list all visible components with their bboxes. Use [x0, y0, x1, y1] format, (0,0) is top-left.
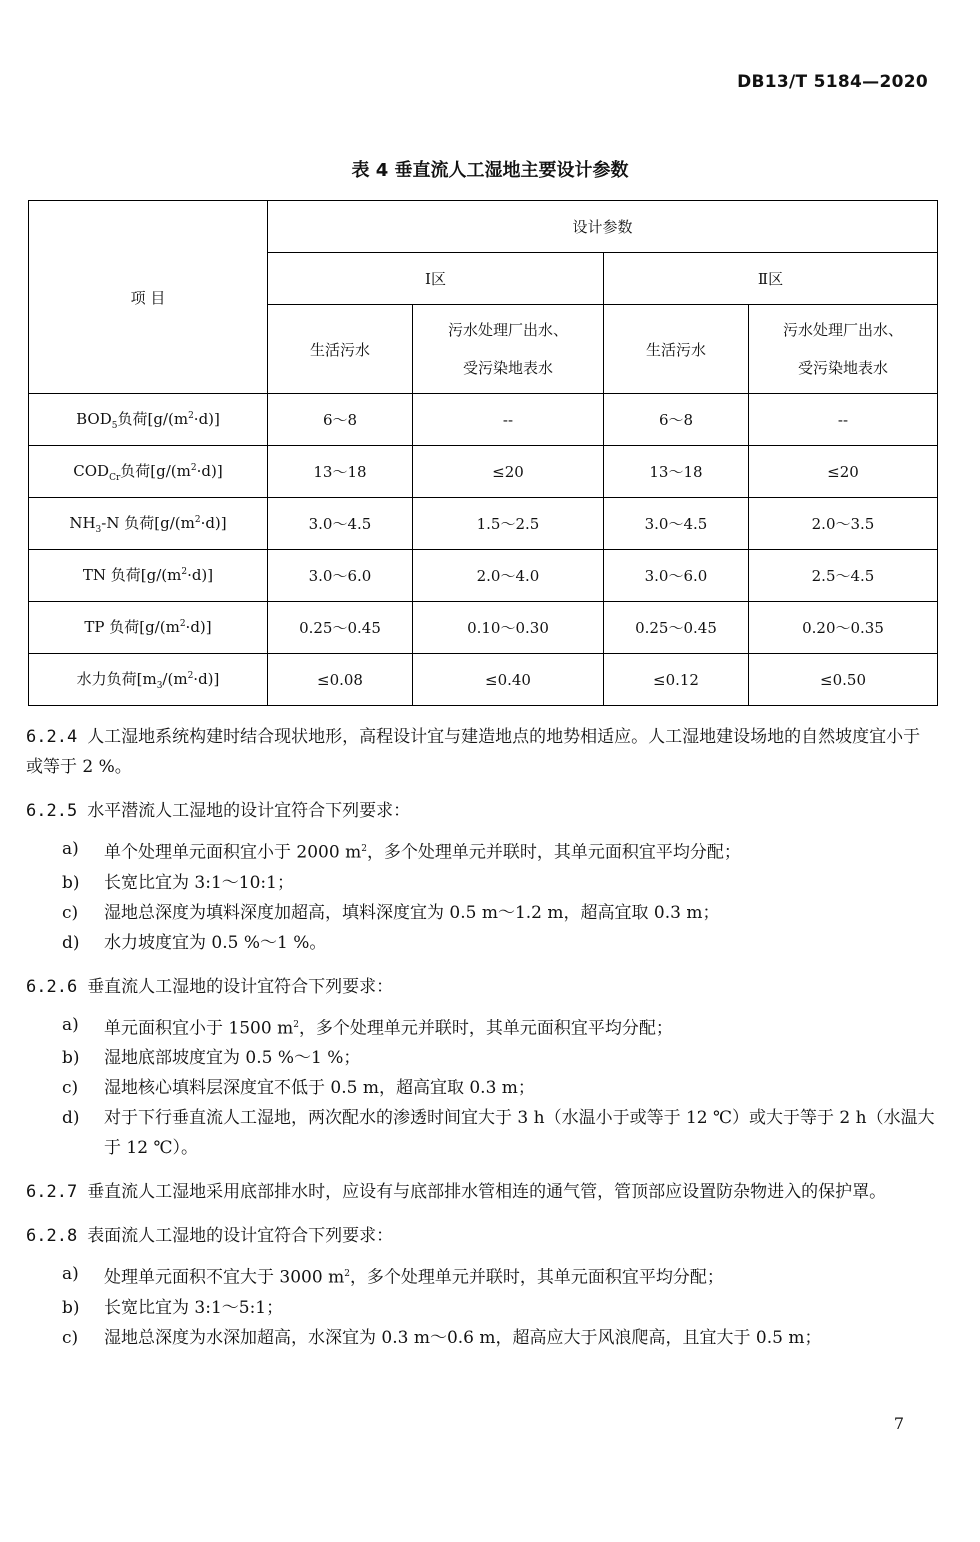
table-cell: -- [749, 394, 938, 446]
table-cell: ≤20 [749, 446, 938, 498]
list-item [62, 1103, 936, 1163]
row-label-text: 负荷[g/(m [117, 410, 189, 428]
list-label: b) [62, 1297, 80, 1318]
section-6-2-5 [26, 796, 936, 826]
table-cell: 13～18 [267, 446, 412, 498]
col-plant-effluent-zone1-line1: 污水处理厂出水、 [447, 321, 568, 339]
list-text: 湿地总深度为水深加超高，水深宜为 0.3 m～0.6 m，超高应大于风浪爬高，且宜大于 0.5 m； [104, 1327, 822, 1348]
table-cell: -- [413, 394, 604, 446]
list-text [104, 834, 936, 868]
section-text: 人工湿地系统构建时结合现状地形，高程设计宜与建造地点的地势相适应。人工湿地建设场地的自然坡度宜小于或等于 2 %。 [26, 727, 921, 777]
list-label: b) [62, 872, 80, 893]
list-item [62, 1073, 936, 1103]
table-cell: 3.0～4.5 [603, 498, 748, 550]
table-cell: 2.0～4.0 [413, 550, 604, 602]
list-text: 长宽比宜为 3:1～5:1； [104, 1297, 284, 1318]
list-label: c) [62, 902, 79, 923]
row-label-text: -N 负荷[g/(m [101, 514, 195, 532]
row-label-text: BOD [76, 410, 112, 428]
section-6-2-6 [26, 972, 936, 1002]
table-cell: 0.20～0.35 [749, 602, 938, 654]
list-label: d) [62, 1108, 80, 1129]
list-item [62, 1010, 936, 1044]
table-cell: 3.0～6.0 [267, 550, 412, 602]
list-text: 水力坡度宜为 0.5 %～1 %。 [104, 932, 327, 953]
list-text [104, 1259, 936, 1293]
list-label: b) [62, 1048, 80, 1069]
section-number: 6.2.4 [26, 727, 78, 747]
table-cell: ≤0.12 [603, 654, 748, 706]
col-domestic-sewage-zone2: 生活污水 [603, 305, 748, 394]
list-label: a) [62, 1264, 79, 1285]
section-number: 6.2.7 [26, 1182, 78, 1203]
row-label-text: COD [73, 462, 110, 480]
zone-2-header: Ⅱ区 [603, 253, 937, 305]
section-6-2-4 [26, 722, 936, 782]
col-plant-effluent-zone2 [749, 305, 938, 394]
body-content [26, 722, 936, 1367]
table-row [29, 498, 938, 550]
section-6-2-6-list [62, 1010, 936, 1164]
table-row [29, 446, 938, 498]
row-label-sup: 2 [190, 463, 197, 473]
row-label-text: 水力负荷[m [76, 670, 157, 688]
table-cell: 13～18 [603, 446, 748, 498]
design-parameters-header: 设计参数 [267, 201, 937, 253]
row-label-sup: 2 [187, 671, 194, 681]
row-label-sup: 2 [188, 411, 194, 421]
row-label [29, 602, 268, 654]
section-text: 水平潜流人工湿地的设计宜符合下列要求： [87, 801, 411, 821]
list-text: 湿地核心填料层深度宜不低于 0.5 m，超高宜取 0.3 m； [104, 1078, 535, 1099]
section-6-2-7 [26, 1177, 936, 1207]
table-cell: 0.25～0.45 [267, 602, 412, 654]
row-label [29, 654, 268, 706]
table-cell: 1.5～2.5 [413, 498, 604, 550]
row-label-sup: 2 [179, 619, 186, 629]
row-label-sub: Cr [109, 473, 121, 483]
list-text-part: 单个处理单元面积宜小于 2000 m [104, 842, 362, 863]
section-number: 6.2.8 [26, 1226, 78, 1247]
superscript: 2 [361, 844, 367, 854]
row-label-sup: 2 [181, 567, 188, 577]
page-number: 7 [893, 1414, 904, 1433]
list-text [104, 1010, 936, 1044]
list-text-part: ，多个处理单元并联时，其单元面积宜平均分配； [298, 1018, 673, 1039]
row-label [29, 446, 268, 498]
row-label-text: TP 负荷[g/(m [84, 618, 180, 636]
section-6-2-8-list [62, 1259, 936, 1353]
row-label-sub: 3 [95, 525, 102, 535]
list-text-part: 处理单元面积不宜大于 3000 m [104, 1267, 345, 1288]
col-plant-effluent-zone1 [413, 305, 604, 394]
table-cell: ≤0.50 [749, 654, 938, 706]
table-cell: 0.10～0.30 [413, 602, 604, 654]
table-cell: 2.5～4.5 [749, 550, 938, 602]
row-label [29, 394, 268, 446]
table-row [29, 654, 938, 706]
row-label-text: ·d)] [200, 514, 227, 532]
table-title: 表 4 垂直流人工湿地主要设计参数 [351, 160, 629, 181]
list-item [62, 1259, 936, 1293]
table-cell: 6～8 [603, 394, 748, 446]
list-item [62, 1043, 936, 1073]
section-text: 表面流人工湿地的设计宜符合下列要求： [87, 1226, 394, 1247]
table-cell: 3.0～6.0 [603, 550, 748, 602]
list-text: 长宽比宜为 3:1～10:1； [104, 872, 294, 893]
table-cell: ≤0.08 [267, 654, 412, 706]
table-cell: 0.25～0.45 [603, 602, 748, 654]
table-row [29, 602, 938, 654]
list-text-part: ，多个处理单元并联时，其单元面积宜平均分配； [366, 842, 741, 863]
list-label: c) [62, 1078, 79, 1099]
table-row [29, 394, 938, 446]
list-label: a) [62, 839, 79, 859]
table-cell: ≤20 [413, 446, 604, 498]
section-text: 垂直流人工湿地的设计宜符合下列要求： [87, 976, 394, 997]
row-label [29, 498, 268, 550]
list-item [62, 898, 936, 928]
list-item [62, 1323, 936, 1353]
list-text-part: 单元面积宜小于 1500 m [104, 1018, 294, 1039]
row-label-text: TN 负荷[g/(m [82, 566, 182, 584]
row-label-text: ·d)] [193, 670, 220, 688]
section-text: 垂直流人工湿地采用底部排水时，应设有与底部排水管相连的通气管，管顶部应设置防杂物进入的保护罩。 [87, 1182, 887, 1203]
row-label-text: ·d)] [193, 410, 220, 428]
col-plant-effluent-zone2-line2: 受污染地表水 [797, 359, 888, 377]
superscript: 2 [344, 1269, 350, 1280]
row-label-text: ·d)] [187, 566, 214, 584]
list-text: 对于下行垂直流人工湿地，两次配水的渗透时间宜大于 3 h（水温小于或等于 12 ℃）或大于等于 2 h（水温大于 12 ℃）。 [104, 1108, 935, 1159]
table-row [29, 550, 938, 602]
table-cell: 2.0～3.5 [749, 498, 938, 550]
col-domestic-sewage-zone1: 生活污水 [267, 305, 412, 394]
list-item [62, 1293, 936, 1323]
section-6-2-5-list [62, 834, 936, 958]
col-plant-effluent-zone1-line2: 受污染地表水 [462, 359, 553, 377]
section-number: 6.2.6 [26, 976, 78, 997]
list-label: a) [62, 1014, 79, 1035]
item-header: 项 目 [29, 201, 268, 394]
row-label-sub: 3 [156, 681, 163, 691]
list-text-part: ，多个处理单元并联时，其单元面积宜平均分配； [349, 1267, 724, 1288]
table-cell: ≤0.40 [413, 654, 604, 706]
superscript: 2 [293, 1019, 299, 1030]
row-label-sup: 2 [194, 515, 201, 525]
list-text: 湿地底部坡度宜为 0.5 %～1 %； [104, 1048, 361, 1069]
row-label [29, 550, 268, 602]
row-label-text: NH [69, 514, 96, 532]
section-6-2-8 [26, 1221, 936, 1251]
table-cell: 6～8 [267, 394, 412, 446]
list-text: 湿地总深度为填料深度加超高，填料深度宜为 0.5 m～1.2 m，超高宜取 0.3 m； [104, 902, 720, 923]
row-label-text: 负荷[g/(m [120, 462, 191, 480]
row-label-text: /(m [162, 670, 188, 688]
list-label: c) [62, 1327, 79, 1348]
list-item [62, 868, 936, 898]
row-label-sub: 5 [111, 421, 118, 431]
list-item [62, 928, 936, 958]
section-number: 6.2.5 [26, 801, 78, 821]
document-code: DB13/T 5184—2020 [737, 72, 928, 92]
col-plant-effluent-zone2-line1: 污水处理厂出水、 [782, 321, 903, 339]
design-parameters-table [28, 200, 938, 706]
row-label-text: ·d)] [185, 618, 212, 636]
row-label-text: ·d)] [196, 462, 223, 480]
table-cell: 3.0～4.5 [267, 498, 412, 550]
zone-1-header: Ⅰ区 [267, 253, 603, 305]
list-label: d) [62, 932, 80, 953]
list-item [62, 834, 936, 868]
